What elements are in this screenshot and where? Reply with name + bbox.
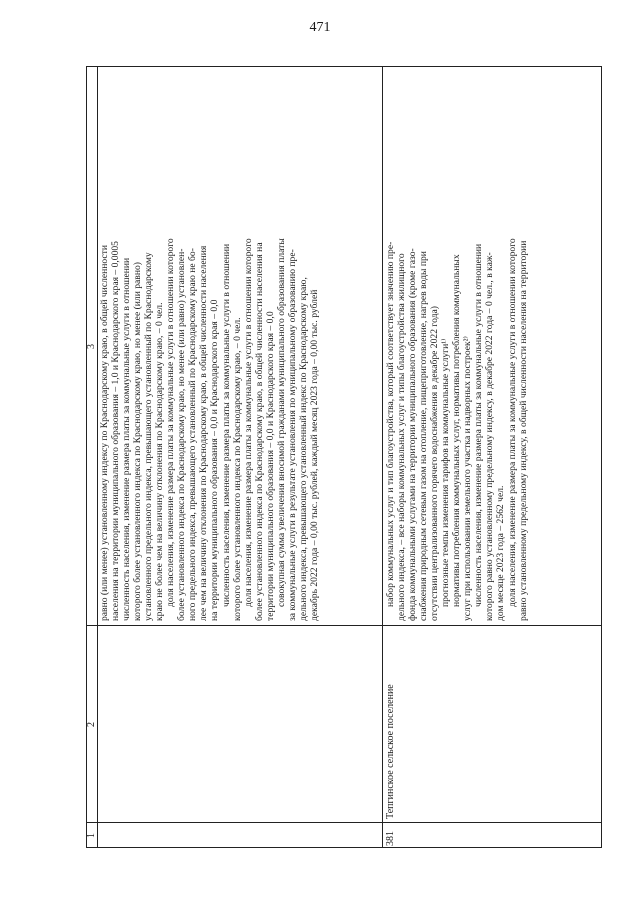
table-border-top (86, 66, 602, 67)
text-line: равно (или менее) установленному индексу по Краснодарскому краю, в общей численности (99, 244, 110, 621)
header-divider (97, 66, 98, 848)
text-line: прогнозные темпы изменения тарифов на коммунальные услуги¹⁾ (440, 338, 452, 607)
row-text (385, 71, 529, 621)
text-line: за коммунальные услуги в результате установления по муниципальному образованию пре- (286, 249, 298, 621)
text-line: численность населения, изменение размера платы за коммунальные услуги в отношении (121, 257, 133, 621)
text-line: более установленного индекса по Краснодарскому краю, в общей численности населения на (253, 242, 265, 621)
text-line: более установленного индекса по Краснодарскому краю, но менее (или равно) установлен- (176, 248, 188, 621)
text-line: снабжения природным сетевым газом на отопление, пищеприготовление, нагрев воды при (418, 251, 430, 621)
header-col-3: 3 (86, 344, 97, 349)
text-line: дельного индекса, превышающего установленный индекс по Краснодарскому краю, (297, 277, 309, 621)
text-line: краю не более чем на величину отклонения по Краснодарскому краю, – 0 чел. (154, 302, 166, 621)
row-number: 381 (385, 831, 396, 846)
rotated-table (86, 66, 602, 848)
text-line: доля населения, изменение размера платы за коммунальные услуги в отношении которого (506, 238, 518, 607)
text-line: набор коммунальных услуг и тип благоустройства, который соответствует значению пре- (385, 241, 396, 607)
text-line: декабрь 2022 года – 0,00 тыс. рублей, каждый месяц 2023 года – 0,00 тыс. рублей (308, 289, 320, 621)
municipal-index-table (86, 66, 602, 848)
text-line: лее чем на величину отклонения по Краснодарскому краю, в общей численности населения (198, 245, 210, 621)
continuation-text (99, 71, 320, 621)
text-line: населения на территории муниципального образования – 1,0 и Краснодарского края – 0,0005 (110, 241, 122, 621)
settlement-name: Тепгинское сельское поселение (385, 684, 396, 819)
column-divider-2 (86, 625, 602, 626)
row-divider (382, 66, 383, 848)
text-line: которого более установленного индекса по Краснодарскому краю, но менее (или равно) (132, 262, 144, 621)
table-border-bottom (86, 847, 602, 848)
text-line: которого равно установленному предельному индексу, в декабре 2022 года – 0 чел., в каж- (484, 252, 496, 621)
table-border-left (601, 66, 602, 848)
text-line: доля населения, изменение размера платы за коммунальные услуги в отношении которого (165, 238, 177, 607)
page-number: 471 (309, 20, 331, 35)
text-line: совокупная сумма увеличения вносимой гражданами муниципального образования платы (275, 238, 287, 607)
text-line: численность населения, изменение размера платы за коммунальные услуги в отношении (473, 243, 485, 607)
text-line: на территории муниципального образования – 0,0 и Краснодарского края – 0,0 (209, 299, 221, 621)
text-line: фонда коммунальными услугами на территории муниципального образования (кроме газо- (407, 248, 419, 621)
text-line: отсутствии централизованного горячего водоснабжения в декабре 2022 года) (429, 306, 441, 621)
text-line: доля населения, изменение размера платы за коммунальные услуги в отношении которого (242, 238, 254, 607)
text-line: установленного предельного индекса, превышающего установленный по Краснодарскому (143, 252, 155, 621)
text-line: нормативы потребления коммунальных услуг, нормативы потребления коммунальных (451, 254, 463, 607)
header-col-2: 2 (86, 722, 97, 727)
text-line: территории муниципального образования – 0,0 и Краснодарского края – 0,0 (264, 311, 276, 621)
header-col-1: 1 (86, 833, 97, 838)
text-line: дельного индекса, – все наборы коммунальных услуг и типы благоустройства жилищного (396, 253, 408, 621)
text-line: численность населения, изменение размера платы за коммунальные услуги в отношении (220, 243, 232, 607)
text-line: услуг при использовании земельного участка и надворных построек²⁾ (462, 336, 474, 621)
column-divider-1 (86, 822, 602, 823)
text-line: дом месяце 2023 года – 2562 чел. (495, 485, 507, 621)
text-line: ного предельного индекса, превышающего установленный по Краснодарскому краю не бо- (187, 248, 199, 621)
text-line: равно установленному предельному индексу, в общей численности населения на территории (517, 240, 529, 621)
text-line: которого более установленного индекса по Краснодарскому краю, – 0 чел. (231, 317, 243, 621)
